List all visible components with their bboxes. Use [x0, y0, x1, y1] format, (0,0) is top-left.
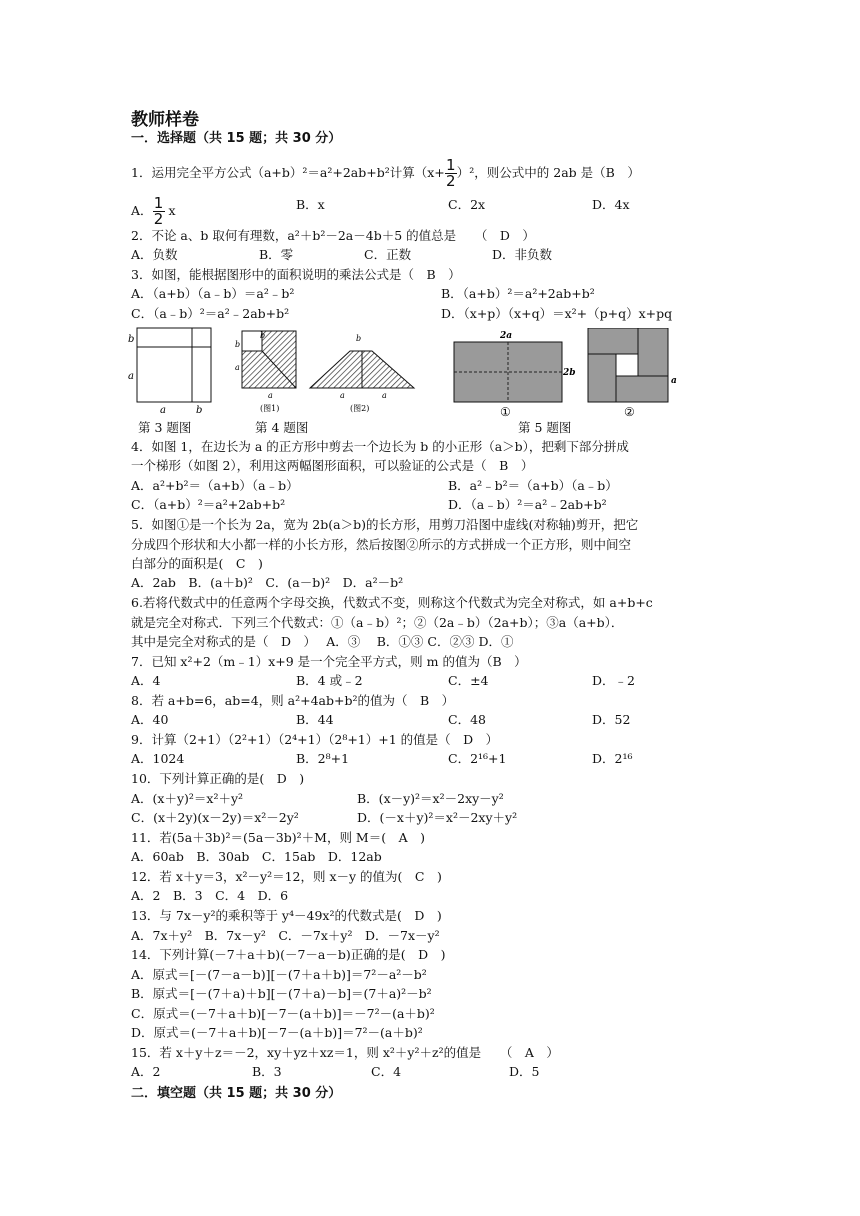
question-6b: 就是完全对称式．下列三个代数式：①（a﹣b）²；②（2a﹣b）（2a+b）；③a（a+b）．	[131, 615, 624, 630]
q3-opt-c: C．（a﹣b）²＝a²﹣2ab+b²	[131, 306, 290, 321]
q4-options-row2	[131, 496, 731, 514]
q1-opt-a-label: A．	[131, 203, 153, 218]
section-choice-header: 一．选择题（共 15 题；共 30 分）	[131, 131, 342, 146]
frac-num: 1	[153, 194, 164, 212]
frac-den: 2	[445, 172, 456, 190]
q10-opt-b: B．(x－y)²＝x²－2xy－y²	[357, 791, 504, 806]
q4-options-row1	[131, 477, 731, 495]
q1-opt-b: B．x	[296, 197, 325, 212]
q15-opt-a: A．2	[131, 1064, 161, 1079]
q15-opt-d: D．5	[509, 1064, 540, 1079]
question-13: 13．与 7x－y²的乘积等于 y⁴－49x²的代数式是( D )	[131, 908, 442, 923]
q4-opt-a: A．a²+b²＝（a+b）（a﹣b）	[131, 478, 299, 493]
label-a: a	[340, 391, 345, 400]
q5-options: A．2ab B．(a＋b)² C．(a－b)² D．a²－b²	[131, 575, 404, 590]
q11-options: A．60ab B．30ab C．15ab D．12ab	[131, 849, 382, 864]
question-11: 11．若(5a＋3b)²＝(5a－3b)²＋M，则 M＝( A )	[131, 830, 426, 845]
question-15: 15．若 x＋y＋z＝－2，xy＋yz＋xz＝1，则 x²＋y²＋z²的值是 （ A ）	[131, 1045, 559, 1060]
q9-opt-c: C．2¹⁶+1	[448, 751, 507, 766]
label-2a: 2a	[500, 331, 513, 341]
section-fill-header: 二．填空题（共 15 题；共 30 分）	[131, 1086, 342, 1101]
q14-opt-a: A．原式＝[－(7－a－b)][－(7＋a＋b)]＝7²－a²－b²	[131, 967, 427, 982]
q7-options	[131, 672, 731, 690]
q15-opt-b: B．3	[252, 1064, 282, 1079]
q1-text-c: ）²，则公式中的 2ab 是（B ）	[456, 165, 640, 180]
question-9: 9．计算（2+1）（2²+1）（2⁴+1）（2⁸+1）+1 的值是（ D ）	[131, 732, 499, 747]
q3-opt-b: B．（a+b）²＝a²+2ab+b²	[441, 286, 595, 301]
q8-opt-c: C．48	[448, 712, 486, 727]
page-title: 教师样卷	[131, 110, 199, 130]
label-b: b	[235, 340, 241, 349]
question-6a: 6.若将代数式中的任意两个字母交换，代数式不变，则称这个代数式为完全对称式，如 a+b+c	[131, 595, 653, 610]
q2-opt-b: B．零	[259, 247, 294, 262]
q8-opt-a: A．40	[131, 712, 169, 727]
q7-opt-b: B．4 或﹣2	[296, 673, 363, 688]
q1-opt-c: C．2x	[448, 197, 486, 212]
q10-opt-c: C．(x＋2y)(x－2y)＝x²－2y²	[131, 810, 299, 825]
caption-q3: 第 3 题图	[138, 420, 192, 435]
q15-options	[131, 1063, 731, 1081]
question-5b: 分成四个形状和大小都一样的小长方形，然后按图②所示的方式拼成一个正方形，则中间空	[131, 537, 632, 552]
question-2: 2．不论 a、b 取何有理数，a²＋b²－2a－4b＋5 的值总是 （ D ）	[131, 228, 535, 243]
q2-opt-d: D．非负数	[492, 247, 553, 262]
label-b: b	[128, 334, 135, 345]
q10-opt-d: D．(－x＋y)²＝x²－2xy＋y²	[357, 810, 518, 825]
q1-fraction	[445, 158, 457, 189]
q1-text-a: 1．运用完全平方公式（a+b）	[131, 165, 303, 180]
q8-opt-b: B．44	[296, 712, 334, 727]
q10-options-row2	[131, 809, 731, 827]
question-4b: 一个梯形（如图 2），利用这两幅图形面积，可以验证的公式是（ B ）	[131, 458, 534, 473]
question-3: 3．如图，能根据图形中的面积说明的乘法公式是（ B ）	[131, 267, 461, 282]
q10-opt-a: A．(x＋y)²＝x²＋y²	[131, 791, 244, 806]
q1-options	[131, 194, 630, 228]
question-14: 14．下列计算(－7＋a＋b)(－7－a－b)正确的是( D )	[131, 947, 446, 962]
question-6c: 其中是完全对称式的是（ D ） A．③ B．①③ C．②③ D．①	[131, 634, 514, 649]
q14-opt-c: C．原式＝(－7＋a＋b)[－7－(a＋b)]＝－7²－(a＋b)²	[131, 1006, 435, 1021]
q14-opt-d: D．原式＝(－7＋a＋b)[－7－(a＋b)]＝7²－(a＋b)²	[131, 1025, 423, 1040]
q3-opt-d: D．（x+p）（x+q）＝x²+（p+q）x+pq	[441, 306, 673, 321]
q4-opt-b: B．a²﹣b²＝（a+b）（a﹣b）	[448, 478, 618, 493]
q2-options	[131, 246, 731, 264]
question-12: 12．若 x＋y＝3，x²－y²＝12，则 x－y 的值为( C )	[131, 869, 442, 884]
question-5a: 5．如图①是一个长为 2a，宽为 2b(a＞b)的长方形，用剪刀沿图中虚线(对称轴)剪开，把它	[131, 517, 639, 532]
q7-opt-c: C．±4	[448, 673, 489, 688]
label-a: a	[128, 371, 134, 382]
q15-opt-c: C．4	[371, 1064, 402, 1079]
q3-opt-a: A．（a+b）（a﹣b）＝a²﹣b²	[131, 286, 295, 301]
q7-opt-d: D．﹣2	[592, 673, 635, 688]
fig1-label: (图1)	[260, 404, 280, 413]
question-10: 10．下列计算正确的是( D )	[131, 771, 305, 786]
frac-num: 1	[445, 156, 456, 174]
q9-options	[131, 750, 731, 768]
q8-options	[131, 711, 731, 729]
fig-q4	[232, 325, 422, 417]
q1-opt-d: D．4x	[592, 197, 630, 212]
q2-opt-c: C．正数	[364, 247, 412, 262]
q13-options: A．7x＋y² B．7x－y² C．－7x＋y² D．－7x－y²	[131, 928, 440, 943]
q3-options-row1	[131, 285, 731, 303]
q14-opt-b: B．原式＝[－(7＋a)＋b][－(7＋a)－b]＝(7＋a)²－b²	[131, 986, 432, 1001]
caption-q4: 第 4 题图	[255, 420, 309, 435]
question-8: 8．若 a+b=6，ab=4，则 a²+4ab+b²的值为（ B ）	[131, 693, 455, 708]
fig-q3-square	[126, 325, 221, 415]
label-b: b	[356, 334, 362, 343]
q4-opt-d: D．（a﹣b）²＝a²﹣2ab+b²	[448, 497, 607, 512]
fig5-2-label: ②	[624, 405, 635, 419]
label-a: a	[235, 363, 240, 372]
question-1	[131, 158, 640, 188]
label-a: a	[160, 405, 166, 415]
question-5c: 白部分的面积是( C )	[131, 556, 263, 571]
label-a: a	[671, 376, 677, 386]
q1-opt-a-fraction	[153, 196, 165, 227]
question-7: 7．已知 x²+2（m﹣1）x+9 是一个完全平方式，则 m 的值为（B ）	[131, 654, 527, 669]
q9-opt-a: A．1024	[131, 751, 185, 766]
q9-opt-b: B．2⁸+1	[296, 751, 350, 766]
q8-opt-d: D．52	[592, 712, 631, 727]
fig2-label: (图2)	[350, 404, 370, 413]
label-b: b	[196, 405, 203, 415]
label-a: a	[382, 391, 387, 400]
q12-options: A．2 B．3 C．4 D．6	[131, 888, 289, 903]
q2-opt-a: A．负数	[131, 247, 178, 262]
caption-q5: 第 5 题图	[518, 420, 572, 435]
fig5-1-label: ①	[500, 405, 511, 419]
q3-options-row2	[131, 305, 731, 323]
q10-options-row1	[131, 790, 731, 808]
q7-opt-a: A．4	[131, 673, 161, 688]
label-a: a	[268, 391, 273, 400]
q1-text-b: ²＝a²+2ab+b²计算（x+	[302, 165, 445, 180]
q4-opt-c: C．（a+b）²＝a²+2ab+b²	[131, 497, 286, 512]
label-b: b	[260, 331, 266, 340]
q1-opt-a-text: x	[164, 203, 176, 218]
q9-opt-d: D．2¹⁶	[592, 751, 633, 766]
question-4a: 4．如图 1，在边长为 a 的正方形中剪去一个边长为 b 的小正形（a＞b），把剩下部分拼成	[131, 439, 629, 454]
label-2b: 2b	[563, 368, 576, 378]
fig-q5	[448, 328, 678, 420]
frac-den: 2	[153, 210, 164, 228]
